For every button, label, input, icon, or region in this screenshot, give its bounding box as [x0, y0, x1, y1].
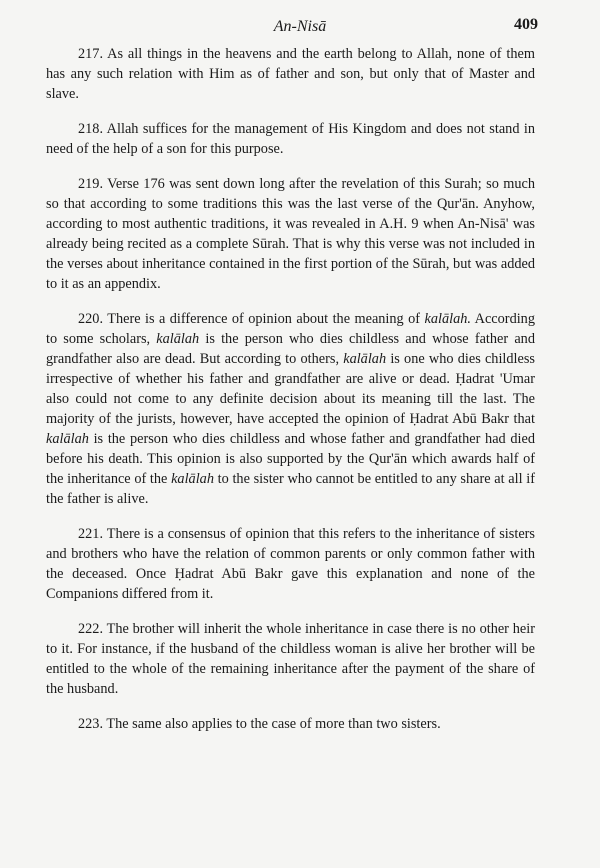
note-220	[46, 309, 535, 509]
note-217	[46, 44, 535, 104]
note-219	[46, 174, 535, 294]
note-223	[46, 714, 535, 734]
note-222	[46, 619, 535, 699]
note-text: The brother will inherit the whole inheritance in case there is no other heir to it. For instance, if the husband of the childless woman is alive her brother will be entitled to the whole of the remaining inheritance after the payment of the share of the husband.	[46, 621, 535, 697]
note-text: There is a consensus of opinion that this refers to the inheritance of sisters and brothers who have the relation of common parents or only common father with the deceased. Once Ḥadrat Abū Bakr gave this explanation and none of the Companions differed from it.	[46, 526, 535, 602]
note-number: 220.	[78, 311, 104, 327]
note-text: As all things in the heavens and the earth belong to Allah, none of them has any such relation with Him as of father and son, but only that of Master and slave.	[46, 46, 535, 102]
note-218	[46, 119, 535, 159]
note-number: 218.	[78, 121, 104, 137]
running-header-title: An-Nisā	[273, 18, 327, 35]
note-number: 219.	[78, 176, 104, 192]
note-text: Verse 176 was sent down long after the revelation of this Surah; so much so that according to some traditions this was the last verse of the Qur'ān. Anyhow, according to most authentic traditions, it was revealed in A.H. 9 when An-Nisā' was already being recited as a complete Sūrah. That is why this verse was not included in the verses about inheritance contained in the first portion of the Sūrah, but was added to it as an appendix.	[46, 176, 535, 292]
note-text: Allah suffices for the management of His Kingdom and does not stand in need of the help of a son for this purpose.	[46, 121, 536, 157]
note-number: 221.	[78, 526, 104, 542]
note-number: 217.	[78, 46, 104, 62]
note-text: The same also applies to the case of more than two sisters.	[106, 716, 441, 732]
page-number: 409	[514, 16, 538, 33]
notes-body	[46, 44, 535, 749]
note-221	[46, 524, 535, 604]
note-number: 222.	[78, 621, 104, 637]
note-text: There is a difference of opinion about the meaning of kalālah. According to some scholars, kalālah is the person who dies childless and whose father and grandfather also are dead. But according to others, kalālah is one who dies childless irrespective of whether his father and grandfather are alive or dead. Ḥadrat 'Umar also could not come to any definite decision about its meaning till the last. The majority of the jurists, however, have accepted the opinion of Ḥadrat Abū Bakr that kalālah is the person who dies childless and whose father and grandfather had died before his death. This opinion is also supported by the Qur'ān which awards half of the inheritance of the kalālah to the sister who cannot be entitled to any share at all if the father is alive.	[46, 311, 535, 507]
note-number: 223.	[78, 716, 104, 732]
